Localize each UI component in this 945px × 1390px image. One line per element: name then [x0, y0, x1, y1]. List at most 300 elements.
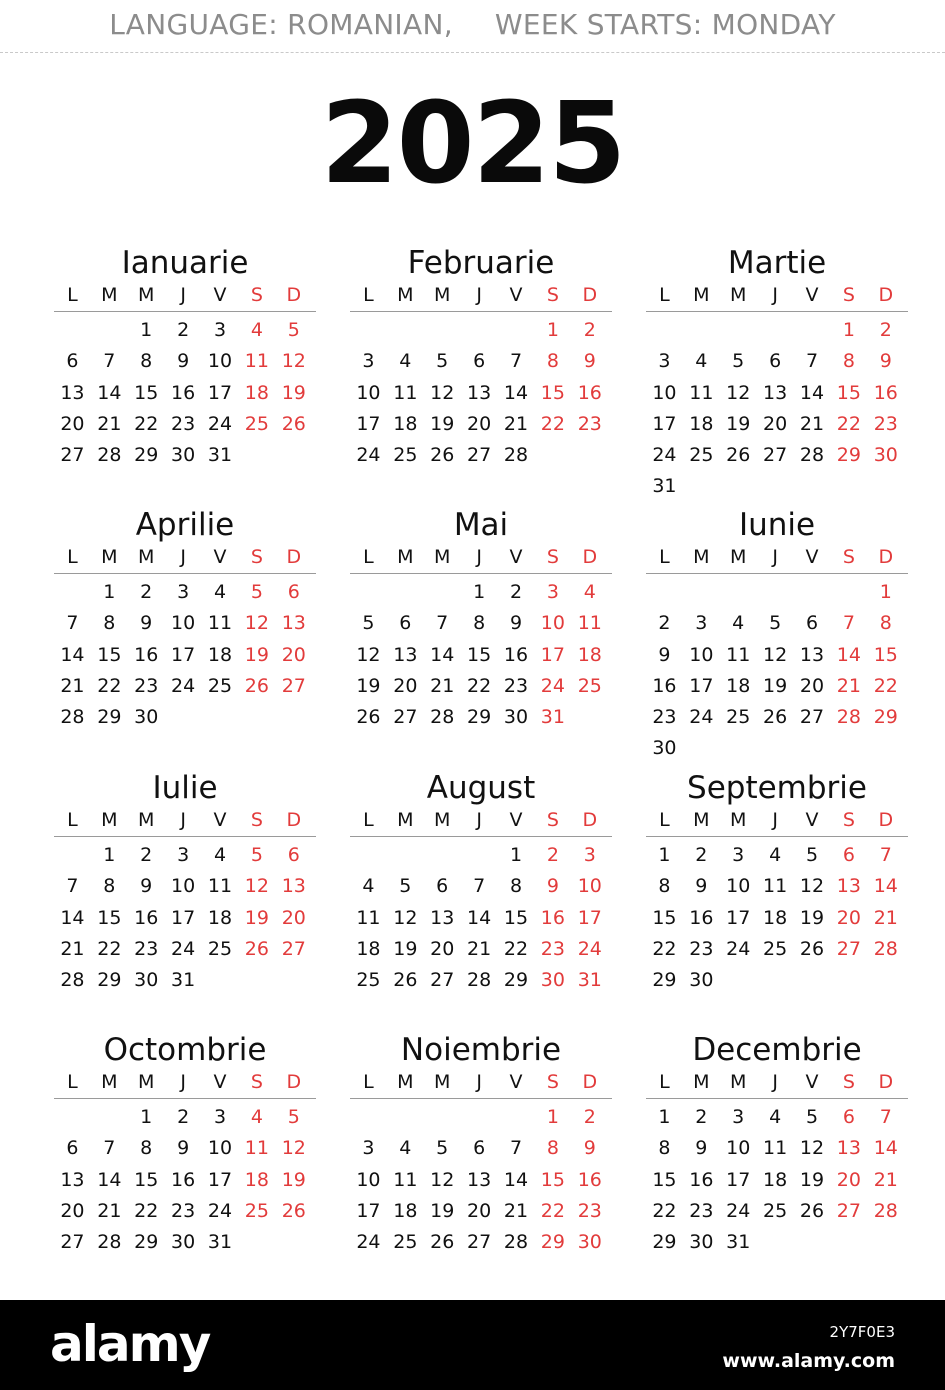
- day-cell: 21: [873, 906, 898, 929]
- day-cell: 9: [879, 350, 892, 373]
- day-cell: 21: [503, 412, 529, 435]
- day-cell: 12: [799, 1137, 825, 1160]
- day-cell: 6: [842, 1106, 855, 1128]
- month-ianuarie: [54, 243, 316, 471]
- day-cell: 14: [97, 381, 122, 404]
- day-cell: 26: [281, 412, 306, 435]
- day-cell: 8: [103, 612, 116, 635]
- empty-cell: [424, 315, 461, 346]
- day-cell: 5: [250, 844, 263, 866]
- day-cell: 12: [799, 875, 825, 898]
- day-cell: 31: [726, 1231, 751, 1254]
- empty-cell: [683, 577, 720, 608]
- day-cell: 31: [577, 969, 602, 992]
- empty-cell: [387, 1102, 424, 1133]
- day-cell: 15: [134, 1168, 159, 1191]
- day-cell: 8: [658, 1137, 671, 1160]
- day-cell: 30: [134, 706, 159, 729]
- day-cell: 2: [583, 1106, 596, 1128]
- day-cell: 6: [66, 350, 79, 373]
- day-cell: 14: [97, 1168, 122, 1191]
- empty-cell: [54, 1102, 91, 1133]
- day-cell: 27: [799, 706, 825, 729]
- day-cell: 17: [726, 906, 751, 929]
- day-grid: [350, 840, 612, 996]
- day-cell: 5: [250, 581, 263, 603]
- weekday-label: D: [878, 809, 894, 831]
- day-cell: 30: [171, 444, 196, 467]
- day-cell: 5: [362, 612, 375, 635]
- empty-cell: [91, 315, 128, 346]
- day-cell: 30: [134, 969, 159, 992]
- weekday-label: M: [138, 546, 155, 568]
- weekday-label: M: [434, 546, 451, 568]
- day-cell: 21: [799, 412, 825, 435]
- day-cell: 29: [652, 1231, 677, 1254]
- day-cell: 9: [546, 875, 559, 898]
- empty-cell: [387, 577, 424, 608]
- day-cell: 11: [726, 643, 751, 666]
- day-cell: 24: [207, 412, 233, 435]
- day-cell: 25: [207, 937, 233, 960]
- weekday-label: D: [286, 1071, 302, 1093]
- day-cell: 10: [689, 643, 714, 666]
- day-grid: [350, 315, 612, 471]
- day-cell: 4: [213, 581, 227, 603]
- day-cell: 14: [873, 1137, 898, 1160]
- weekday-label: V: [213, 809, 227, 831]
- weekday-label: S: [842, 284, 855, 306]
- weekday-header: [646, 283, 908, 312]
- day-cell: 17: [726, 1168, 751, 1191]
- day-cell: 7: [842, 612, 855, 635]
- day-cell: 23: [873, 412, 898, 435]
- empty-cell: [461, 840, 498, 871]
- day-cell: 18: [244, 1168, 269, 1191]
- day-cell: 25: [244, 412, 269, 435]
- day-cell: 17: [207, 1168, 233, 1191]
- empty-cell: [350, 1102, 387, 1133]
- weekday-header: [646, 808, 908, 837]
- day-cell: 20: [836, 1168, 861, 1191]
- weekday-label: M: [101, 546, 118, 568]
- weekday-header: [54, 808, 316, 837]
- weekday-label: V: [805, 546, 819, 568]
- weekday-label: V: [213, 546, 227, 568]
- day-cell: 18: [577, 643, 602, 666]
- day-cell: 27: [60, 444, 85, 467]
- day-cell: 2: [177, 1106, 190, 1128]
- day-cell: 4: [769, 844, 782, 866]
- day-cell: 6: [842, 844, 855, 866]
- weekday-label: L: [363, 809, 374, 831]
- weekday-label: V: [509, 284, 523, 306]
- weekday-label: M: [434, 284, 451, 306]
- weekday-label: V: [509, 809, 523, 831]
- day-cell: 17: [689, 674, 714, 697]
- day-cell: 5: [769, 612, 782, 635]
- weekday-label: S: [250, 809, 263, 831]
- day-cell: 24: [689, 706, 714, 729]
- day-cell: 29: [134, 444, 159, 467]
- day-cell: 4: [732, 612, 745, 635]
- day-cell: 9: [695, 875, 708, 898]
- day-cell: 15: [873, 643, 898, 666]
- day-cell: 9: [177, 350, 190, 373]
- weekday-label: L: [363, 1071, 374, 1093]
- day-cell: 13: [836, 875, 861, 898]
- day-cell: 8: [658, 875, 671, 898]
- month-mai: [350, 505, 612, 733]
- weekday-label: D: [878, 284, 894, 306]
- day-cell: 21: [60, 937, 85, 960]
- day-cell: 25: [577, 674, 602, 697]
- day-cell: 1: [140, 319, 153, 341]
- day-cell: 1: [509, 844, 523, 866]
- day-cell: 8: [879, 612, 892, 635]
- weekday-label: S: [250, 284, 263, 306]
- day-cell: 18: [393, 1199, 418, 1222]
- day-cell: 10: [207, 350, 233, 373]
- day-cell: 10: [652, 381, 677, 404]
- empty-cell: [461, 315, 498, 346]
- day-cell: 12: [393, 906, 418, 929]
- day-cell: 30: [652, 737, 677, 760]
- day-cell: 31: [207, 1231, 233, 1254]
- day-cell: 6: [473, 1137, 486, 1160]
- day-cell: 7: [879, 844, 892, 866]
- weekday-header: [350, 808, 612, 837]
- day-cell: 26: [799, 937, 825, 960]
- day-cell: 11: [393, 381, 418, 404]
- day-cell: 28: [60, 706, 85, 729]
- day-cell: 26: [763, 706, 788, 729]
- day-cell: 15: [836, 381, 861, 404]
- weekday-label: V: [213, 1071, 227, 1093]
- image-id: 2Y7F0E3: [829, 1323, 895, 1341]
- day-cell: 23: [171, 412, 196, 435]
- day-cell: 20: [430, 937, 455, 960]
- day-cell: 4: [583, 581, 596, 603]
- day-cell: 26: [281, 1199, 306, 1222]
- day-cell: 22: [540, 1199, 565, 1222]
- day-cell: 2: [658, 612, 671, 635]
- day-cell: 13: [836, 1137, 861, 1160]
- empty-cell: [54, 315, 91, 346]
- day-cell: 14: [873, 875, 898, 898]
- weekday-label: L: [363, 546, 374, 568]
- day-cell: 3: [362, 350, 375, 373]
- weekday-label: L: [659, 546, 670, 568]
- day-cell: 29: [503, 969, 529, 992]
- weekday-label: S: [842, 546, 855, 568]
- empty-cell: [683, 315, 720, 346]
- weekday-header: [350, 1070, 612, 1099]
- day-cell: 15: [540, 381, 565, 404]
- day-cell: 7: [879, 1106, 892, 1128]
- day-cell: 26: [356, 706, 381, 729]
- day-cell: 17: [207, 381, 233, 404]
- month-februarie: [350, 243, 612, 471]
- day-cell: 20: [836, 906, 861, 929]
- empty-cell: [387, 315, 424, 346]
- day-cell: 5: [436, 1137, 449, 1160]
- day-cell: 18: [763, 1168, 788, 1191]
- day-cell: 12: [244, 612, 269, 635]
- day-grid: [646, 840, 908, 996]
- day-cell: 6: [436, 875, 449, 898]
- weekday-label: S: [250, 1071, 263, 1093]
- day-cell: 7: [805, 350, 819, 373]
- weekday-label: M: [138, 1071, 155, 1093]
- day-cell: 9: [695, 1137, 708, 1160]
- day-cell: 17: [356, 1199, 381, 1222]
- day-cell: 23: [577, 412, 602, 435]
- day-cell: 27: [467, 444, 492, 467]
- day-cell: 30: [577, 1231, 602, 1254]
- day-cell: 10: [171, 875, 196, 898]
- day-grid: [646, 315, 908, 503]
- day-cell: 15: [467, 643, 492, 666]
- day-cell: 28: [503, 444, 529, 467]
- empty-cell: [54, 577, 91, 608]
- day-cell: 31: [171, 969, 196, 992]
- day-cell: 7: [66, 612, 79, 635]
- day-cell: 15: [652, 906, 677, 929]
- day-cell: 4: [769, 1106, 782, 1128]
- day-cell: 3: [583, 844, 596, 866]
- empty-cell: [646, 315, 683, 346]
- day-cell: 1: [473, 581, 486, 603]
- empty-cell: [498, 315, 535, 346]
- day-cell: 6: [66, 1137, 79, 1160]
- day-cell: 16: [134, 643, 159, 666]
- day-cell: 26: [393, 969, 418, 992]
- day-cell: 25: [356, 969, 381, 992]
- day-cell: 16: [577, 1168, 602, 1191]
- day-cell: 13: [763, 381, 788, 404]
- weekday-label: S: [842, 1071, 855, 1093]
- day-cell: 19: [799, 1168, 825, 1191]
- weekday-label: J: [772, 809, 778, 831]
- day-cell: 19: [244, 643, 269, 666]
- month-name: Octombrie: [103, 1032, 267, 1068]
- day-cell: 30: [540, 969, 565, 992]
- weekday-label: D: [582, 546, 598, 568]
- day-cell: 29: [134, 1231, 159, 1254]
- weekday-label: D: [582, 1071, 598, 1093]
- day-cell: 11: [244, 350, 269, 373]
- day-cell: 23: [134, 937, 159, 960]
- day-cell: 17: [540, 643, 565, 666]
- month-name: Martie: [727, 245, 827, 281]
- day-cell: 16: [652, 674, 677, 697]
- day-cell: 14: [503, 381, 529, 404]
- day-cell: 16: [689, 906, 714, 929]
- day-cell: 29: [97, 969, 122, 992]
- day-cell: 23: [134, 674, 159, 697]
- day-cell: 19: [726, 412, 751, 435]
- day-cell: 21: [97, 412, 122, 435]
- day-cell: 9: [583, 1137, 596, 1160]
- weekday-label: D: [878, 1071, 894, 1093]
- weekday-header: [54, 283, 316, 312]
- weekday-label: V: [509, 1071, 523, 1093]
- day-cell: 12: [281, 350, 306, 373]
- day-cell: 20: [281, 643, 306, 666]
- weekday-label: J: [772, 546, 778, 568]
- day-cell: 18: [763, 906, 788, 929]
- weekday-label: V: [805, 1071, 819, 1093]
- weekday-label: D: [286, 284, 302, 306]
- day-cell: 27: [281, 937, 306, 960]
- day-cell: 13: [430, 906, 455, 929]
- empty-cell: [350, 577, 387, 608]
- day-cell: 22: [540, 412, 565, 435]
- month-name: Decembrie: [692, 1032, 862, 1068]
- empty-cell: [830, 577, 867, 608]
- month-iunie: [646, 505, 908, 765]
- weekday-label: M: [138, 284, 155, 306]
- day-cell: 25: [763, 1199, 788, 1222]
- day-cell: 8: [473, 612, 486, 635]
- day-cell: 19: [393, 937, 418, 960]
- month-name: Septembrie: [687, 770, 867, 806]
- day-cell: 14: [60, 906, 85, 929]
- day-cell: 20: [467, 1199, 492, 1222]
- day-cell: 22: [503, 937, 529, 960]
- weekday-header: [646, 545, 908, 574]
- day-cell: 24: [356, 1231, 381, 1254]
- weekday-label: S: [842, 809, 855, 831]
- empty-cell: [350, 315, 387, 346]
- day-cell: 26: [430, 1231, 455, 1254]
- day-cell: 9: [140, 612, 153, 635]
- weekday-label: V: [805, 284, 819, 306]
- day-cell: 15: [134, 381, 159, 404]
- day-cell: 15: [97, 643, 122, 666]
- week-start-label: WEEK STARTS: MONDAY: [494, 8, 836, 41]
- day-cell: 21: [836, 674, 861, 697]
- weekday-label: J: [180, 284, 186, 306]
- weekday-label: M: [101, 809, 118, 831]
- day-cell: 3: [177, 581, 190, 603]
- day-cell: 24: [652, 444, 677, 467]
- month-name: Noiembrie: [400, 1032, 562, 1068]
- weekday-label: S: [546, 809, 559, 831]
- day-cell: 27: [281, 674, 306, 697]
- day-cell: 5: [287, 1106, 300, 1128]
- day-cell: 1: [546, 319, 559, 341]
- day-cell: 30: [503, 706, 529, 729]
- empty-cell: [54, 840, 91, 871]
- day-cell: 14: [836, 643, 861, 666]
- day-cell: 19: [430, 1199, 455, 1222]
- day-cell: 24: [171, 937, 196, 960]
- day-cell: 10: [726, 875, 751, 898]
- day-cell: 1: [658, 1106, 671, 1128]
- day-cell: 16: [873, 381, 898, 404]
- day-cell: 16: [171, 1168, 196, 1191]
- day-cell: 24: [577, 937, 602, 960]
- day-cell: 26: [244, 937, 269, 960]
- day-cell: 24: [207, 1199, 233, 1222]
- weekday-label: J: [180, 546, 186, 568]
- day-cell: 20: [60, 1199, 85, 1222]
- day-cell: 27: [836, 937, 861, 960]
- day-cell: 16: [577, 381, 602, 404]
- day-cell: 7: [66, 875, 79, 898]
- weekday-label: D: [286, 546, 302, 568]
- day-cell: 1: [103, 844, 116, 866]
- day-cell: 5: [436, 350, 449, 373]
- day-cell: 25: [244, 1199, 269, 1222]
- day-cell: 22: [134, 1199, 159, 1222]
- day-cell: 24: [540, 674, 565, 697]
- weekday-header: [350, 283, 612, 312]
- day-cell: 5: [287, 319, 300, 341]
- day-cell: 30: [689, 969, 714, 992]
- day-cell: 12: [281, 1137, 306, 1160]
- day-cell: 3: [362, 1137, 375, 1160]
- day-cell: 28: [873, 1199, 898, 1222]
- day-cell: 28: [467, 969, 492, 992]
- day-cell: 27: [467, 1231, 492, 1254]
- day-cell: 29: [97, 706, 122, 729]
- weekday-label: M: [434, 809, 451, 831]
- day-cell: 23: [503, 674, 529, 697]
- day-cell: 13: [393, 643, 418, 666]
- day-cell: 26: [726, 444, 751, 467]
- empty-cell: [757, 577, 794, 608]
- weekday-label: L: [67, 1071, 78, 1093]
- day-cell: 22: [836, 412, 861, 435]
- day-cell: 1: [879, 581, 892, 603]
- day-cell: 27: [763, 444, 788, 467]
- weekday-label: J: [476, 546, 482, 568]
- empty-cell: [794, 315, 831, 346]
- day-cell: 2: [546, 844, 559, 866]
- day-cell: 3: [213, 1106, 227, 1128]
- day-cell: 31: [540, 706, 565, 729]
- day-cell: 25: [393, 1231, 418, 1254]
- day-cell: 3: [732, 844, 745, 866]
- day-cell: 26: [244, 674, 269, 697]
- empty-cell: [461, 1102, 498, 1133]
- day-cell: 23: [689, 1199, 714, 1222]
- day-cell: 9: [509, 612, 523, 635]
- dashed-divider: [0, 52, 945, 53]
- day-cell: 15: [503, 906, 529, 929]
- day-cell: 31: [207, 444, 233, 467]
- day-cell: 21: [503, 1199, 529, 1222]
- weekday-label: J: [476, 809, 482, 831]
- weekday-label: J: [772, 284, 778, 306]
- day-cell: 28: [430, 706, 455, 729]
- day-cell: 1: [842, 319, 855, 341]
- day-cell: 11: [207, 612, 233, 635]
- day-cell: 25: [726, 706, 751, 729]
- day-cell: 28: [836, 706, 861, 729]
- day-cell: 30: [171, 1231, 196, 1254]
- day-cell: 16: [689, 1168, 714, 1191]
- weekday-label: L: [659, 284, 670, 306]
- day-cell: 31: [652, 475, 677, 498]
- weekday-label: S: [250, 546, 263, 568]
- day-cell: 22: [652, 1199, 677, 1222]
- day-cell: 6: [287, 844, 300, 866]
- day-cell: 27: [60, 1231, 85, 1254]
